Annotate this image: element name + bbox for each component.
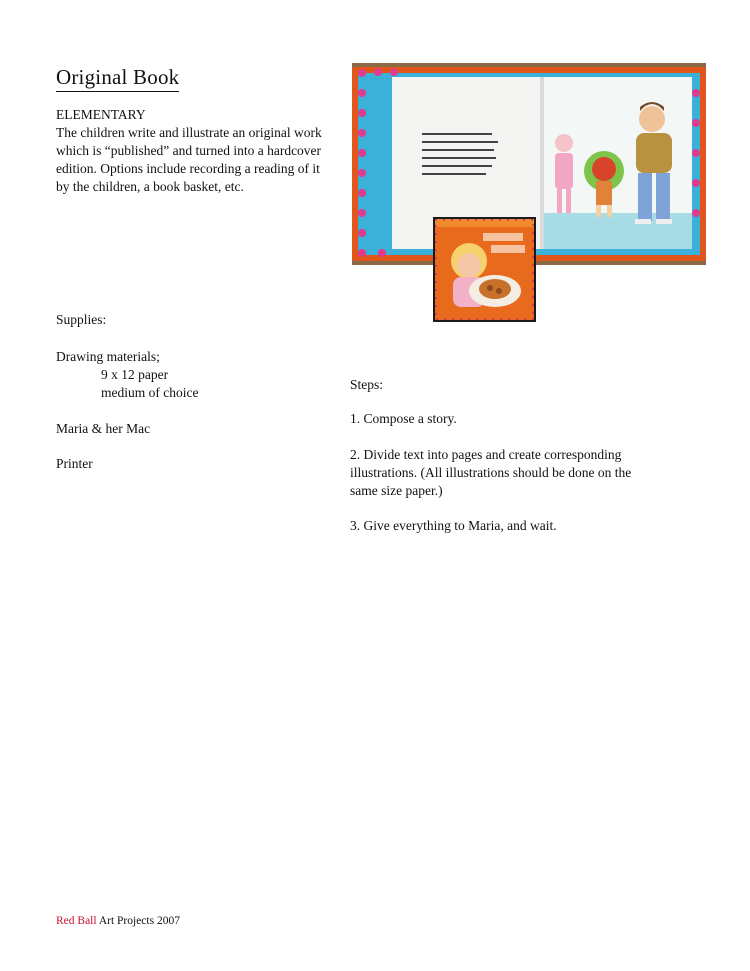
supply-mac: Maria & her Mac	[56, 421, 151, 436]
step-1: 1. Compose a story.	[350, 411, 457, 426]
step-3: 3. Give everything to Maria, and wait.	[350, 518, 557, 533]
page-title: Original Book	[56, 64, 179, 92]
project-description: The children write and illustrate an original work which is “published” and turned into a hardcover edition. Options include recording a reading of it by the children, a book basket, etc.	[56, 125, 322, 194]
step-2: 2. Divide text into pages and create corresponding illustrations. (All illustrations should be done on the same size paper.)	[350, 447, 632, 498]
supply-printer: Printer	[56, 456, 93, 471]
footer-text: Art Projects 2007	[96, 915, 180, 927]
supply-medium: medium of choice	[101, 385, 199, 400]
steps-heading: Steps:	[350, 377, 384, 392]
footer	[56, 914, 180, 928]
footer-brand: Red Ball	[56, 915, 97, 927]
supplies-heading: Supplies:	[56, 312, 107, 327]
book-cover-photo	[433, 217, 536, 322]
supply-drawing-materials: Drawing materials;	[56, 349, 160, 364]
grade-level: ELEMENTARY	[56, 107, 146, 122]
supply-paper: 9 x 12 paper	[101, 367, 169, 382]
